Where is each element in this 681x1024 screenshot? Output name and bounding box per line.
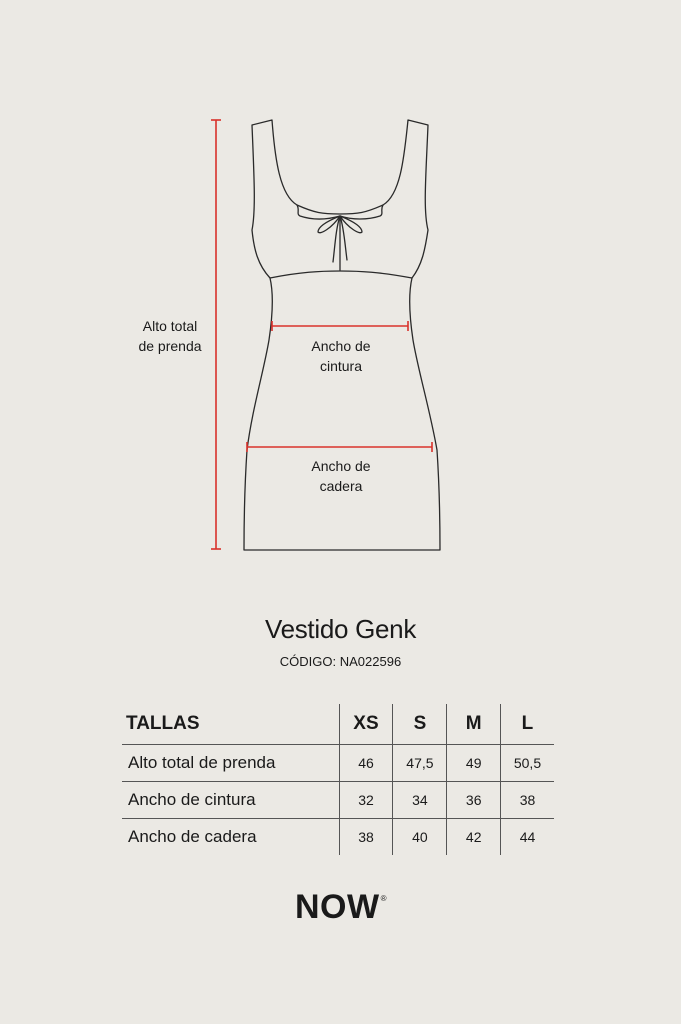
product-code: CÓDIGO: NA022596 — [279, 654, 402, 669]
size-header-m: M — [447, 704, 501, 745]
hip-width-label-line1: Ancho de — [311, 458, 371, 474]
table-cell: 38 — [500, 782, 554, 819]
table-cell: 47,5 — [393, 745, 447, 782]
total-height-label — [120, 316, 220, 356]
table-row — [122, 782, 554, 819]
table-cell: 36 — [447, 782, 501, 819]
size-table-header-row — [122, 704, 554, 745]
size-header-s: S — [393, 704, 447, 745]
waist-width-label-line2: cintura — [319, 358, 363, 374]
size-header-l: L — [500, 704, 554, 745]
hip-width-label-line2: cadera — [319, 478, 363, 494]
table-cell: 49 — [447, 745, 501, 782]
registered-mark: ® — [380, 894, 387, 903]
product-title: Vestido Genk — [264, 614, 417, 644]
hip-width-label — [282, 456, 400, 496]
waist-width-label — [282, 336, 400, 376]
table-cell: 50,5 — [500, 745, 554, 782]
total-height-label-line1: Alto total — [142, 318, 198, 334]
table-row — [122, 745, 554, 782]
brand-logo — [0, 888, 681, 927]
waist-width-label-line1: Ancho de — [311, 338, 371, 354]
waist-measure-line — [272, 321, 408, 331]
table-cell: 38 — [339, 819, 393, 856]
size-table — [122, 704, 554, 855]
row-label: Alto total de prenda — [122, 745, 339, 782]
hip-measure-line — [247, 442, 432, 452]
table-cell: 40 — [393, 819, 447, 856]
table-cell: 42 — [447, 819, 501, 856]
table-cell: 34 — [393, 782, 447, 819]
brand-name: NOW — [295, 888, 380, 926]
size-table-header-label: TALLAS — [122, 704, 339, 745]
table-cell: 44 — [500, 819, 554, 856]
size-header-xs: XS — [339, 704, 393, 745]
table-cell: 46 — [339, 745, 393, 782]
table-row — [122, 819, 554, 856]
row-label: Ancho de cintura — [122, 782, 339, 819]
row-label: Ancho de cadera — [128, 827, 257, 846]
table-cell: 32 — [339, 782, 393, 819]
total-height-label-line2: de prenda — [138, 338, 202, 354]
